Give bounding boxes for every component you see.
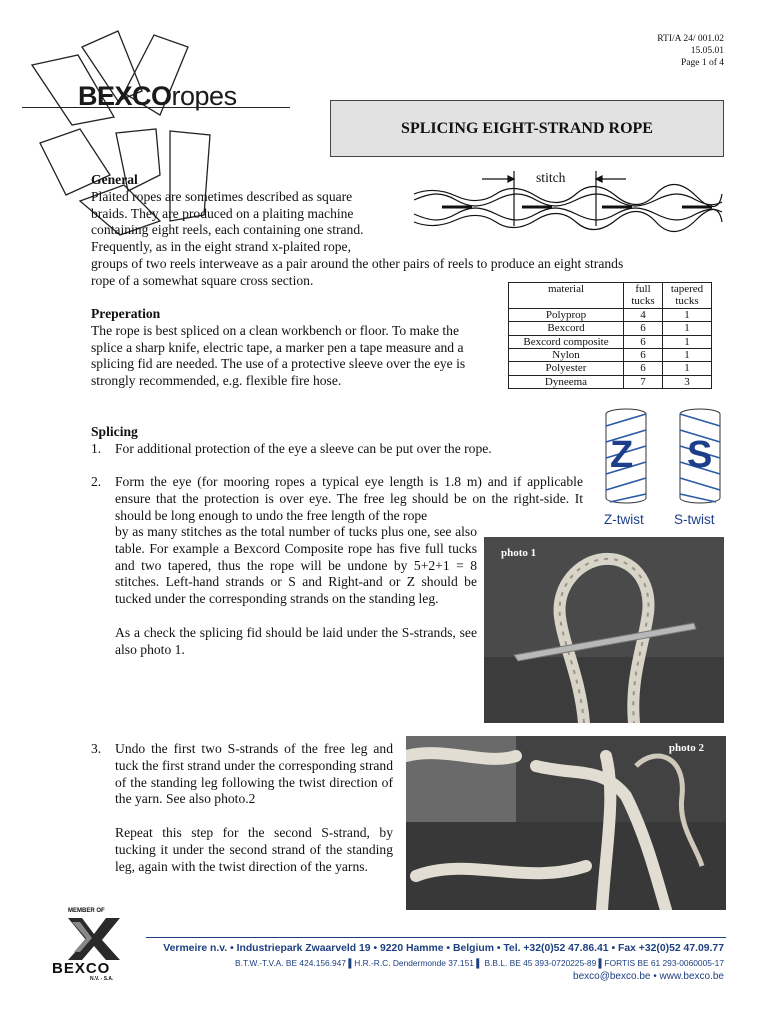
table-row [509, 349, 712, 362]
table-header-material: material [509, 283, 624, 309]
table-row [509, 308, 712, 321]
step-3-text-b: Repeat this step for the second S-strand, by tucking it under the second strand of the standing leg, again with the twist direction of the yarns. [115, 824, 393, 874]
step-3-text-a: Undo the first two S-strands of the free leg and tuck the first strand under the corresponding strand of the standing leg following the twist direction of the yarn. See also photo.2 [115, 741, 393, 807]
table-row [509, 375, 712, 388]
photo-2 [406, 736, 726, 910]
footer-contact: bexco@bexco.be • www.bexco.be [573, 971, 724, 982]
table-header-full: full tucks [624, 283, 663, 309]
table-header-tapered: tapered tucks [663, 283, 712, 309]
bexco-x-icon [66, 916, 122, 962]
photo-2-rope-image [406, 736, 726, 910]
general-heading: General [91, 172, 138, 187]
step-3-number: 3. [91, 741, 102, 756]
step-3 [91, 741, 393, 875]
footer-address: Vermeire n.v. • Industriepark Zwaarveld 19 • 9220 Hamme • Belgium • Tel. +32(0)52 47.86.41 • Fax +32(0)52 47.09.77 [163, 943, 724, 954]
step-2-text-b: by as many stitches as the total number of tucks plus one, see also table. For example a Bexcord Composite rope has five full tucks and two tapered, thus the rope will be undone by 5+2+1 = 8 stitches. Left-hand strands or S and Right-and or Z should be tucked under the corresponding strands on the standing leg. [115, 524, 477, 607]
footer-rule [146, 937, 726, 938]
footer-bank-details: B.T.W.-T.V.A. BE 424.156.947 ▌H.R.-R.C. Dendermonde 37.151 ▌ B.B.L. BE 45 393-0720225-89 ▌FORTIS BE 61 293-0060005-17 [235, 958, 724, 968]
photo-1-rope-image [484, 537, 724, 723]
ref-number: RTI/A 24/ 001.02 [657, 34, 724, 44]
preparation-heading: Preperation [91, 306, 161, 321]
twist-diagram [596, 406, 732, 530]
table-row [509, 335, 712, 348]
table-cell: 1 [663, 335, 712, 348]
tucks-table [508, 282, 712, 389]
table-row [509, 362, 712, 375]
rope-stitch-diagram [412, 166, 724, 246]
general-line-4: Frequently, as in the eight strand x-plaited rope, [91, 239, 351, 255]
table-cell: 1 [663, 308, 712, 321]
document-reference [657, 33, 724, 69]
table-cell: 6 [624, 322, 663, 335]
step-2-number: 2. [91, 474, 102, 489]
bexco-footer-text: BEXCO [52, 960, 111, 977]
table-cell: 4 [624, 308, 663, 321]
preparation-text: The rope is best spliced on a clean workbench or floor. To make the splice a sharp knife, electric tape, a marker pen a tape measure and a splicing fid are needed. The use of a protective sleeve over the eye is strongly recommended, e.g. flexible fire hose. [91, 322, 466, 389]
photo-1-label: photo 1 [501, 547, 537, 559]
table-cell: 1 [663, 349, 712, 362]
photo-2-label: photo 2 [668, 742, 704, 754]
table-cell: Dyneema [509, 375, 624, 388]
table-cell: Polyester [509, 362, 624, 375]
step-2-text-a: Form the eye (for mooring ropes a typical eye length is 1.8 m) and if applicable ensure that the protection is over eye. The free leg should be on the right-side. It should be long enough to undo the free length of the rope [115, 474, 583, 523]
s-letter: S [687, 434, 713, 476]
table-cell: 6 [624, 335, 663, 348]
table-cell: 1 [663, 322, 712, 335]
preparation-section [91, 306, 493, 390]
z-twist-label: Z-twist [604, 512, 644, 527]
table-cell: 7 [624, 375, 663, 388]
general-line-6: rope of a somewhat square cross section. [91, 272, 314, 288]
step-2-text-c: As a check the splicing fid should be laid under the S-strands, see also photo 1. [115, 624, 477, 657]
s-twist-label: S-twist [674, 512, 715, 527]
logo-ropes-text: ropes [171, 81, 237, 111]
table-cell: 1 [663, 362, 712, 375]
ref-date: 15.05.01 [690, 46, 724, 56]
logo-rule [22, 107, 290, 108]
z-letter: Z [610, 434, 634, 476]
member-of-bexco-logo [50, 908, 140, 982]
table-cell: Nylon [509, 349, 624, 362]
table-cell: Polyprop [509, 308, 624, 321]
stitch-label: stitch [536, 170, 566, 185]
logo-bexco-text: BEXCO [78, 81, 172, 111]
member-of-text: MEMBER OF [68, 908, 105, 914]
table-cell: Bexcord [509, 322, 624, 335]
page-title: SPLICING EIGHT-STRAND ROPE [330, 100, 724, 157]
splicing-heading: Splicing [91, 424, 138, 439]
table-cell: 3 [663, 375, 712, 388]
general-line-3: containing eight reels, each containing one strand. [91, 222, 364, 238]
step-1-text: For additional protection of the eye a sleeve can be put over the rope. [115, 440, 492, 456]
general-line-2: braids. They are produced on a plaiting machine [91, 205, 354, 221]
table-cell: 6 [624, 362, 663, 375]
general-line-1: Plaited ropes are sometimes described as square [91, 188, 353, 204]
table-row [509, 322, 712, 335]
table-cell: Bexcord composite [509, 335, 624, 348]
step-1 [91, 441, 586, 458]
nvsa-text: N.V. - S.A. [90, 976, 114, 982]
table-cell: 6 [624, 349, 663, 362]
rope-diagram-graphic [412, 166, 724, 246]
step-2-cont [115, 524, 477, 658]
splicing-section [91, 424, 586, 458]
general-line-5: groups of two reels interweave as a pair around the other pairs of reels to produce an eight strands [91, 256, 624, 271]
step-1-number: 1. [91, 440, 102, 456]
page-number: Page 1 of 4 [680, 58, 724, 68]
general-section [91, 172, 407, 256]
photo-1 [484, 537, 724, 723]
step-2 [91, 474, 583, 524]
